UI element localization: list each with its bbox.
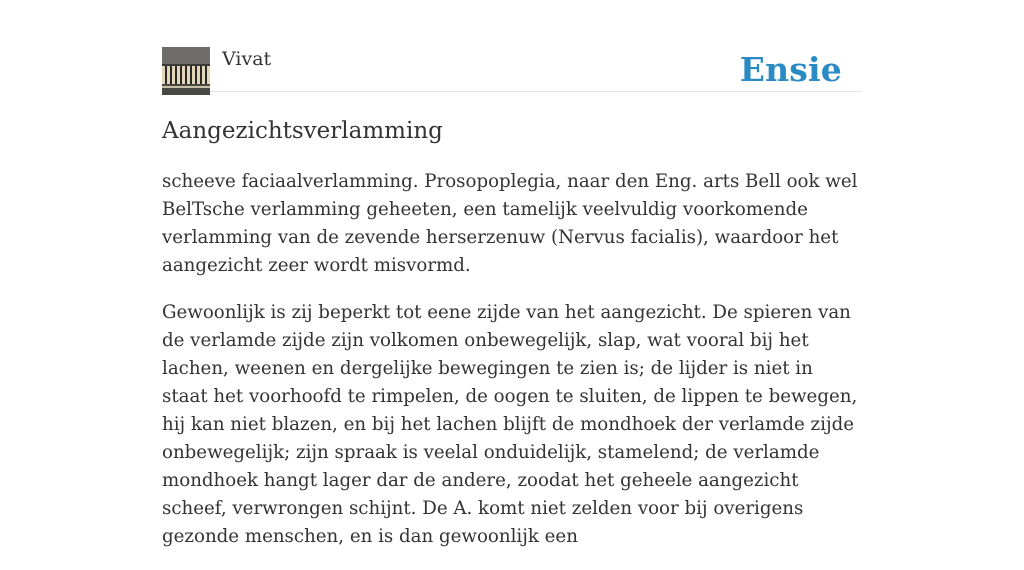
page (162, 0, 862, 547)
brand-logo[interactable]: Ensie (739, 50, 842, 89)
page-title: Aangezichtsverlamming (162, 118, 443, 144)
article-body (162, 168, 864, 570)
header (162, 0, 862, 92)
paragraph: Gewoonlijk is zij beperkt tot eene zijde van het aangezicht. De spieren van de verlamde zijde zijn volkomen onbewegelijk, slap, wat vooral bij het lachen, weenen en dergelijke bewegingen te zien is; de lijder is niet in staat het voorhoofd te rimpelen, de oogen te sluiten, de lippen te bewegen, hij kan niet blazen, en bij het lachen blijft de mondhoek der verlamde zijde onbewegelijk; zijn spraak is veelal onduidelijk, stamelend; de verlamde mondhoek hangt lager dar de andere, zoodat het geheele aangezicht scheef, verwrongen schijnt. De A. komt niet zelden voor bij overigens gezonde menschen, en is dan gewoonlijk een (162, 302, 858, 547)
author-name[interactable]: Vivat (222, 48, 272, 70)
book-spines-avatar-icon (162, 47, 210, 95)
paragraph: scheeve faciaalverlamming. Prosopoplegia, naar den Eng. arts Bell ook wel BelTsche verlamming geheeten, een tamelijk veelvuldig voorkomende verlamming van de zevende herserzenuw (Nervus facialis), waardoor het aangezicht zeer wordt misvormd. (162, 171, 858, 276)
avatar[interactable] (162, 47, 210, 95)
